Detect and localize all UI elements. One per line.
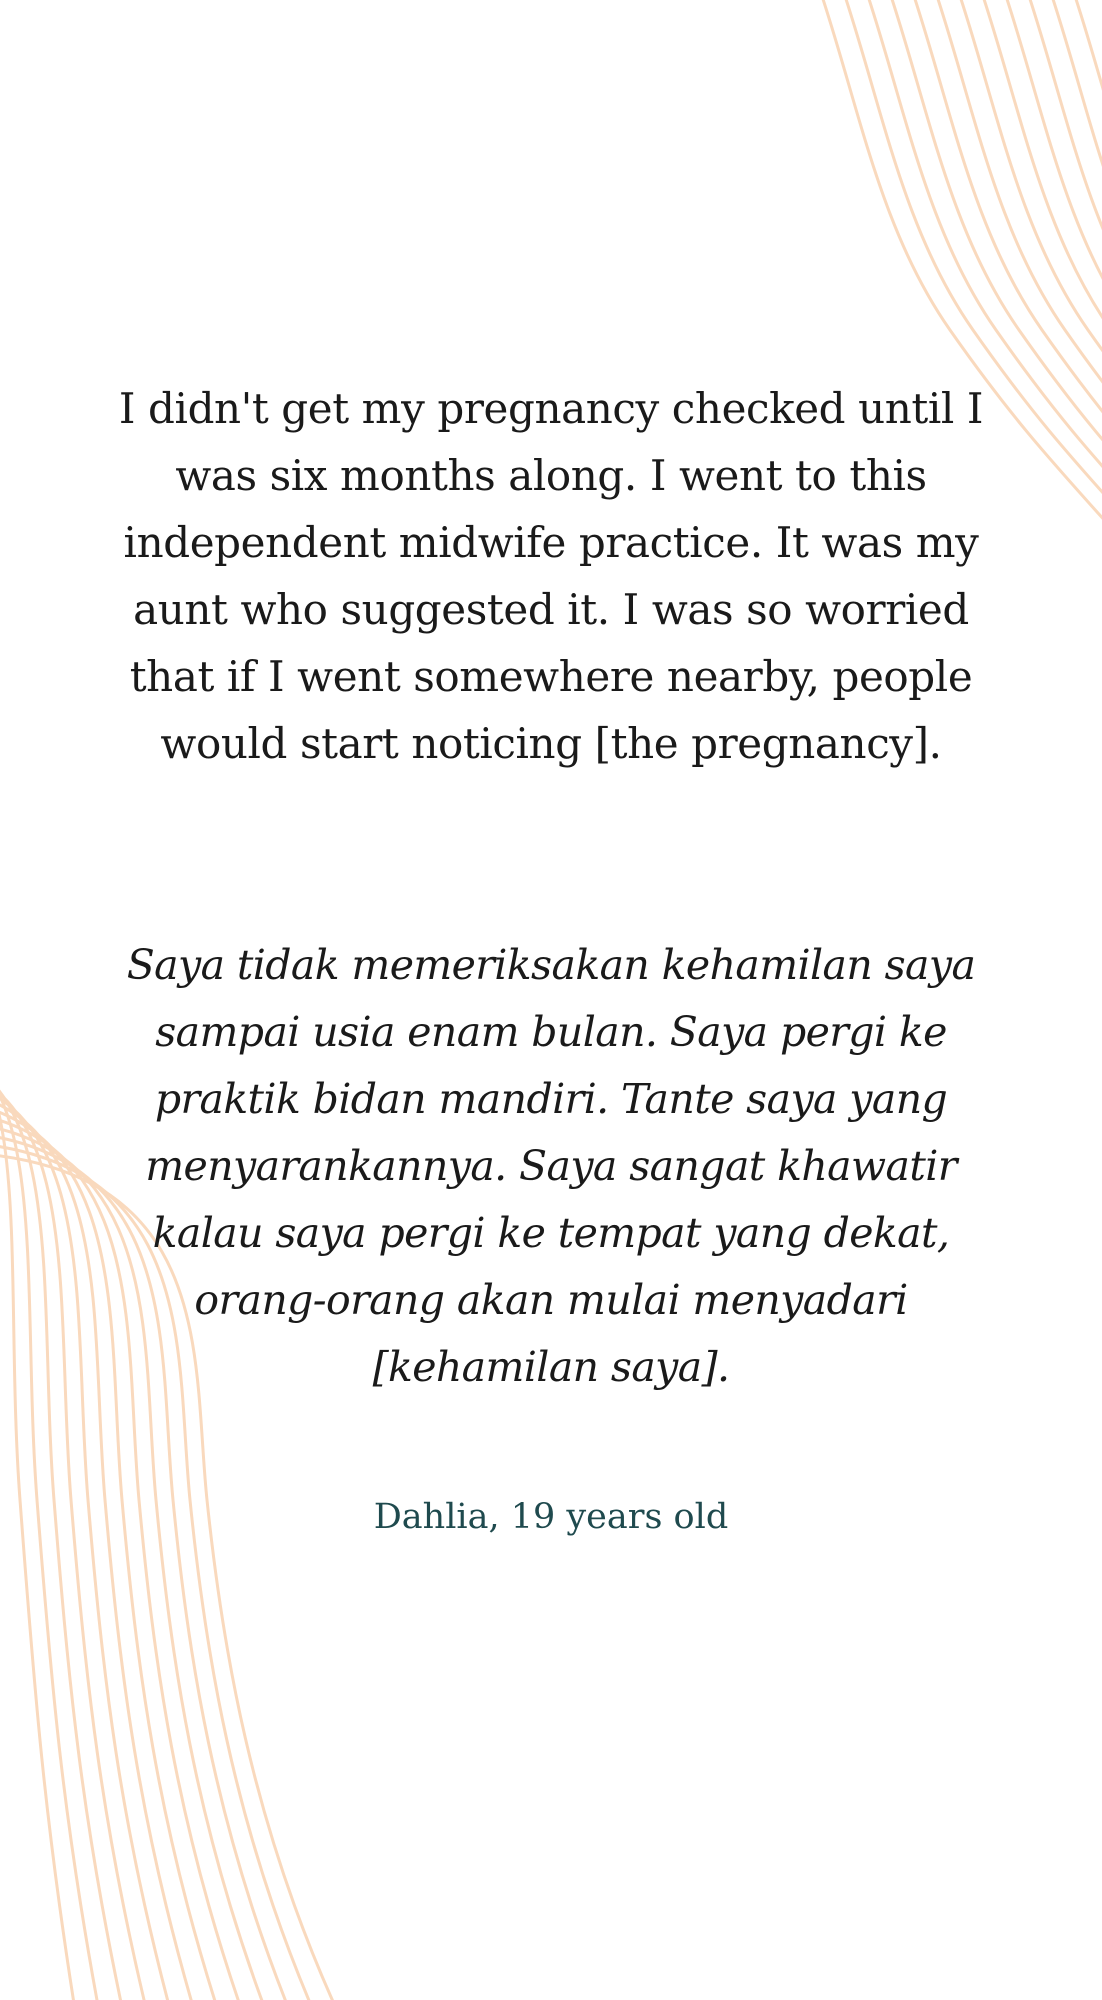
english-quote: I didn't get my pregnancy checked until I was six months along. I went to this independent midwife practice. It was my aunt who suggested it. I was so worried that if I went somewhere nearby, people would start noticing [the pregnancy]. (118, 384, 984, 768)
indonesian-quote: Saya tidak memeriksakan kehamilan saya sampai usia enam bulan. Saya pergi ke praktik bidan mandiri. Tante saya yang menyarankannya. Saya sangat khawatir kalau saya pergi ke tempat yang dekat, orang-orang akan mulai menyadari [kehamilan saya]. (126, 941, 976, 1391)
quote-attribution: Dahlia, 19 years old (373, 1497, 729, 1537)
